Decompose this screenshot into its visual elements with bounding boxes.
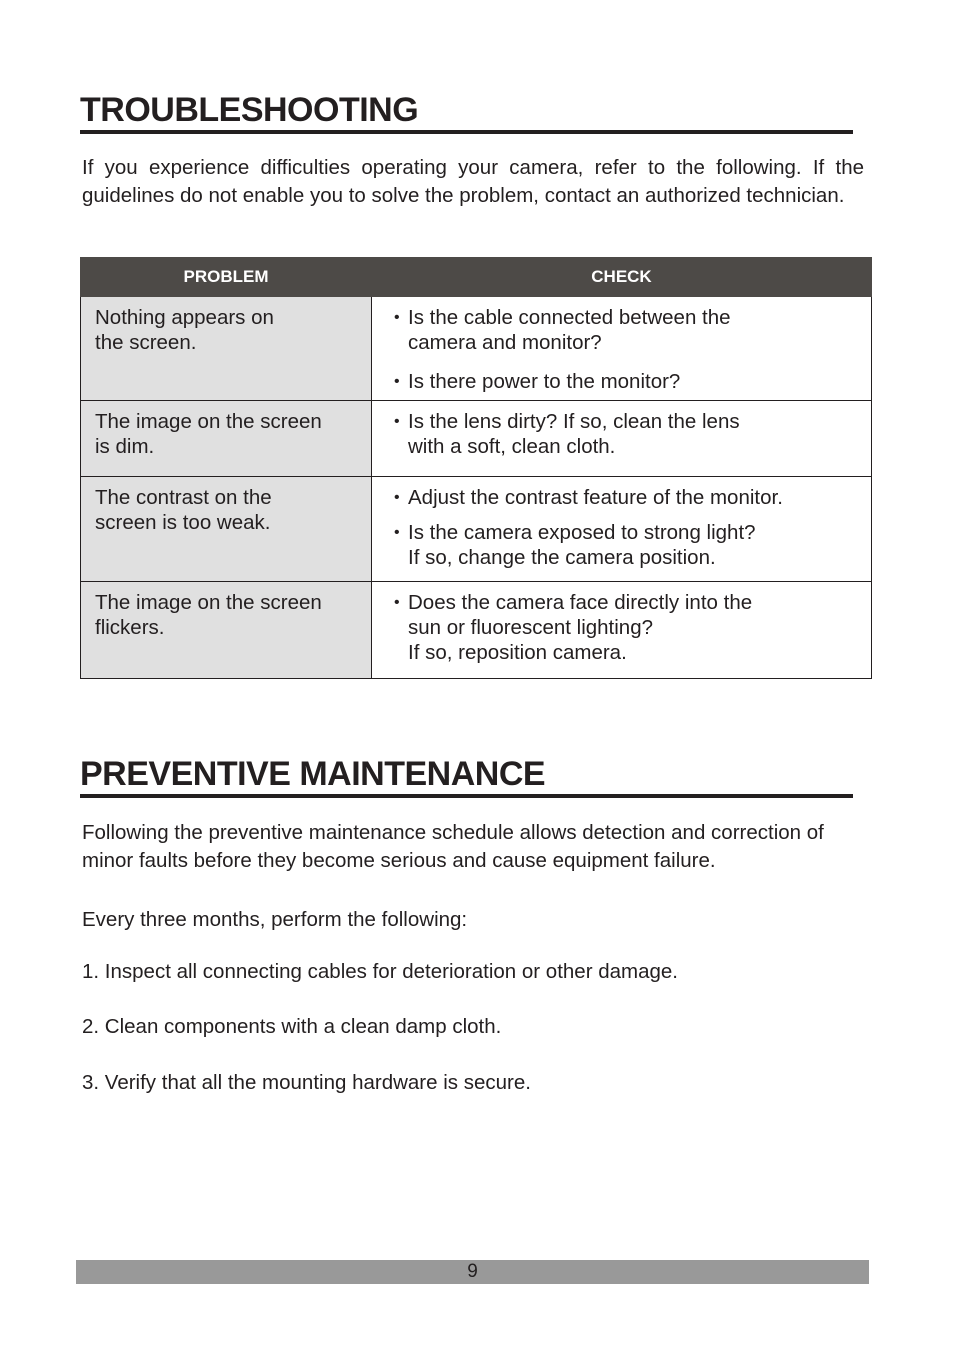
check-item — [394, 520, 861, 570]
problem-column-header: PROBLEM — [81, 258, 372, 297]
preventive-maintenance-heading: PREVENTIVE MAINTENANCE — [80, 756, 853, 798]
problem-text: The contrast on the screen is too weak. — [95, 486, 272, 534]
problem-text: The image on the screen is dim. — [95, 410, 322, 458]
check-column-header: CHECK — [372, 258, 872, 297]
bullet-icon: • — [394, 594, 400, 611]
problem-cell — [81, 582, 372, 679]
problem-text: Nothing appears on the screen. — [95, 306, 274, 354]
page-footer — [76, 1260, 869, 1284]
check-cell — [372, 477, 872, 582]
problem-text: The image on the screen flickers. — [95, 591, 322, 639]
check-text: Is there power to the monitor? — [408, 370, 681, 393]
maintenance-step: 2. Clean components with a clean damp cloth. — [82, 1015, 502, 1038]
page-number: 9 — [467, 1261, 478, 1282]
table-row — [81, 582, 872, 679]
check-text: Is the lens dirty? If so, clean the lens with a soft, clean cloth. — [408, 410, 740, 458]
check-text: Is the camera exposed to strong light? If so, change the camera position. — [408, 521, 756, 569]
bullet-icon: • — [394, 524, 400, 541]
table-row — [81, 297, 872, 401]
troubleshooting-table — [80, 257, 872, 679]
troubleshooting-intro: If you experience difficulties operating your camera, refer to the following. If the guidelines do not enable you to solve the problem, contact an authorized technician. — [82, 156, 864, 207]
check-text: Does the camera face directly into the sun or fluorescent lighting? If so, reposition camera. — [408, 591, 753, 664]
problem-cell — [81, 477, 372, 582]
bullet-icon: • — [394, 373, 400, 390]
check-text: Is the cable connected between the camera and monitor? — [408, 306, 731, 354]
bullet-icon: • — [394, 309, 400, 326]
maintenance-schedule-text: Every three months, perform the following: — [82, 908, 468, 931]
preventive-maintenance-intro: Following the preventive maintenance schedule allows detection and correction of minor faults before they become serious and cause equipment failure. — [82, 821, 824, 872]
table-header-row — [81, 258, 872, 297]
bullet-icon: • — [394, 413, 400, 430]
check-cell — [372, 582, 872, 679]
maintenance-step: 3. Verify that all the mounting hardware is secure. — [82, 1071, 531, 1094]
problem-cell — [81, 297, 372, 401]
check-item — [394, 369, 861, 394]
check-item — [394, 485, 861, 510]
check-text: Adjust the contrast feature of the monitor. — [408, 486, 783, 509]
check-cell — [372, 297, 872, 401]
troubleshooting-heading: TROUBLESHOOTING — [80, 92, 853, 134]
table-row — [81, 477, 872, 582]
bullet-icon: • — [394, 489, 400, 506]
check-item — [394, 305, 861, 355]
check-item — [394, 590, 861, 665]
check-item — [394, 409, 861, 459]
table-row — [81, 401, 872, 477]
check-cell — [372, 401, 872, 477]
problem-cell — [81, 401, 372, 477]
maintenance-step: 1. Inspect all connecting cables for deterioration or other damage. — [82, 960, 678, 983]
